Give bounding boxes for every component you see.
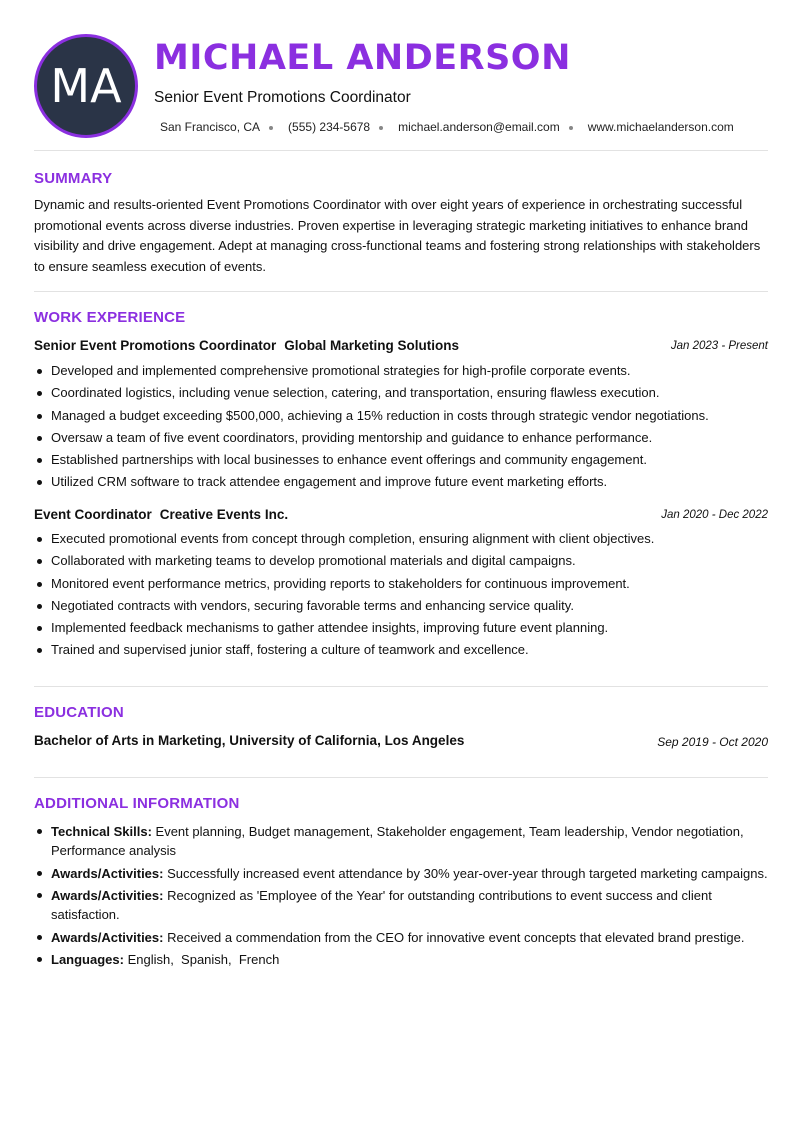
item-text: Successfully increased event attendance by 30% year-over-year through targeted marketing campaigns. [163, 865, 768, 881]
job-bullets [34, 530, 768, 664]
separator-dot [269, 126, 273, 130]
education-heading: EDUCATION [34, 704, 124, 721]
avatar [34, 34, 138, 138]
item-label: Awards/Activities: [51, 929, 164, 945]
experience-heading: WORK EXPERIENCE [34, 309, 186, 326]
job-company: Global Marketing Solutions [284, 338, 460, 353]
item-label: Awards/Activities: [51, 865, 164, 881]
additional-list [34, 822, 768, 973]
list-item: Trained and supervised junior staff, fostering a culture of teamwork and excellence. [34, 641, 768, 663]
divider [34, 777, 768, 778]
divider [34, 686, 768, 687]
list-item [34, 928, 768, 947]
list-item: Negotiated contracts with vendors, securing favorable terms and enhancing service quality. [34, 597, 768, 619]
contact-phone: (555) 234-5678 [288, 120, 371, 134]
divider [34, 291, 768, 292]
additional-heading: ADDITIONAL INFORMATION [34, 795, 240, 812]
item-text: Event planning, Budget management, Stakeholder engagement, Team leadership, Vendor negotiation, Performance analysis [51, 824, 744, 858]
job-bullets [34, 362, 768, 496]
item-label: Technical Skills: [51, 824, 152, 839]
candidate-name: MICHAEL ANDERSON [154, 38, 571, 78]
list-item: Collaborated with marketing teams to develop promotional materials and digital campaigns. [34, 552, 768, 574]
contact-location: San Francisco, CA [160, 120, 261, 134]
contact-email[interactable]: michael.anderson@email.com [398, 120, 560, 134]
divider [34, 150, 768, 151]
job-title-line [34, 507, 288, 522]
item-text: Recognized as 'Employee of the Year' for outstanding contributions to event success and client satisfaction. [51, 888, 712, 922]
separator-dot [379, 126, 383, 130]
list-item [34, 886, 768, 924]
list-item: Executed promotional events from concept through completion, ensuring alignment with client objectives. [34, 530, 768, 552]
list-item: Established partnerships with local businesses to enhance event offerings and community engagement. [34, 451, 768, 473]
list-item [34, 864, 768, 883]
list-item: Utilized CRM software to track attendee engagement and improve future event marketing efforts. [34, 473, 768, 495]
item-label: Languages: [51, 952, 124, 967]
job-company: Creative Events Inc. [159, 507, 289, 522]
list-item: Implemented feedback mechanisms to gather attendee insights, improving future event planning. [34, 619, 768, 641]
education-dates: Sep 2019 - Oct 2020 [657, 735, 768, 749]
job-header [34, 338, 768, 358]
item-text: Received a commendation from the CEO for innovative event concepts that elevated brand prestige. [163, 929, 745, 945]
job-dates: Jan 2023 - Present [670, 340, 768, 352]
avatar-initials: MA [50, 59, 122, 113]
list-item: Oversaw a team of five event coordinators, providing mentorship and guidance to enhance performance. [34, 429, 768, 451]
job-title-line [34, 338, 459, 353]
education-entry [34, 733, 768, 753]
item-text: English, Spanish, French [123, 952, 280, 967]
contact-info [160, 120, 734, 134]
candidate-role: Senior Event Promotions Coordinator [154, 89, 411, 106]
list-item [34, 950, 768, 969]
job-title: Senior Event Promotions Coordinator [34, 338, 277, 353]
education-degree: Bachelor of Arts in Marketing, University of California, Los Angeles [34, 733, 465, 748]
resume-header [34, 34, 768, 138]
summary-text: Dynamic and results-oriented Event Promotions Coordinator with over eight years of experience in orchestrating successful promotional events across diverse industries. Proven expertise in leveraging strategic marketing initiatives to enhance brand visibility and drive engagement. Adept at managing cross-functional teams and fostering strong relationships with stakeholders to ensure seamless execution of events. [34, 197, 761, 274]
list-item: Managed a budget exceeding $500,000, achieving a 15% reduction in costs through strategic vendor negotiations. [34, 407, 768, 429]
list-item: Coordinated logistics, including venue selection, catering, and transportation, ensuring flawless execution. [34, 384, 768, 406]
list-item: Developed and implemented comprehensive promotional strategies for high-profile corporate events. [34, 362, 768, 384]
summary-heading: SUMMARY [34, 170, 113, 187]
job-title: Event Coordinator [34, 507, 152, 522]
separator-dot [569, 126, 573, 130]
job-header [34, 507, 768, 527]
list-item: Monitored event performance metrics, providing reports to stakeholders for continuous improvement. [34, 575, 768, 597]
contact-website[interactable]: www.michaelanderson.com [587, 120, 734, 134]
job-dates: Jan 2020 - Dec 2022 [661, 509, 768, 521]
item-label: Awards/Activities: [51, 888, 164, 903]
list-item [34, 822, 768, 860]
